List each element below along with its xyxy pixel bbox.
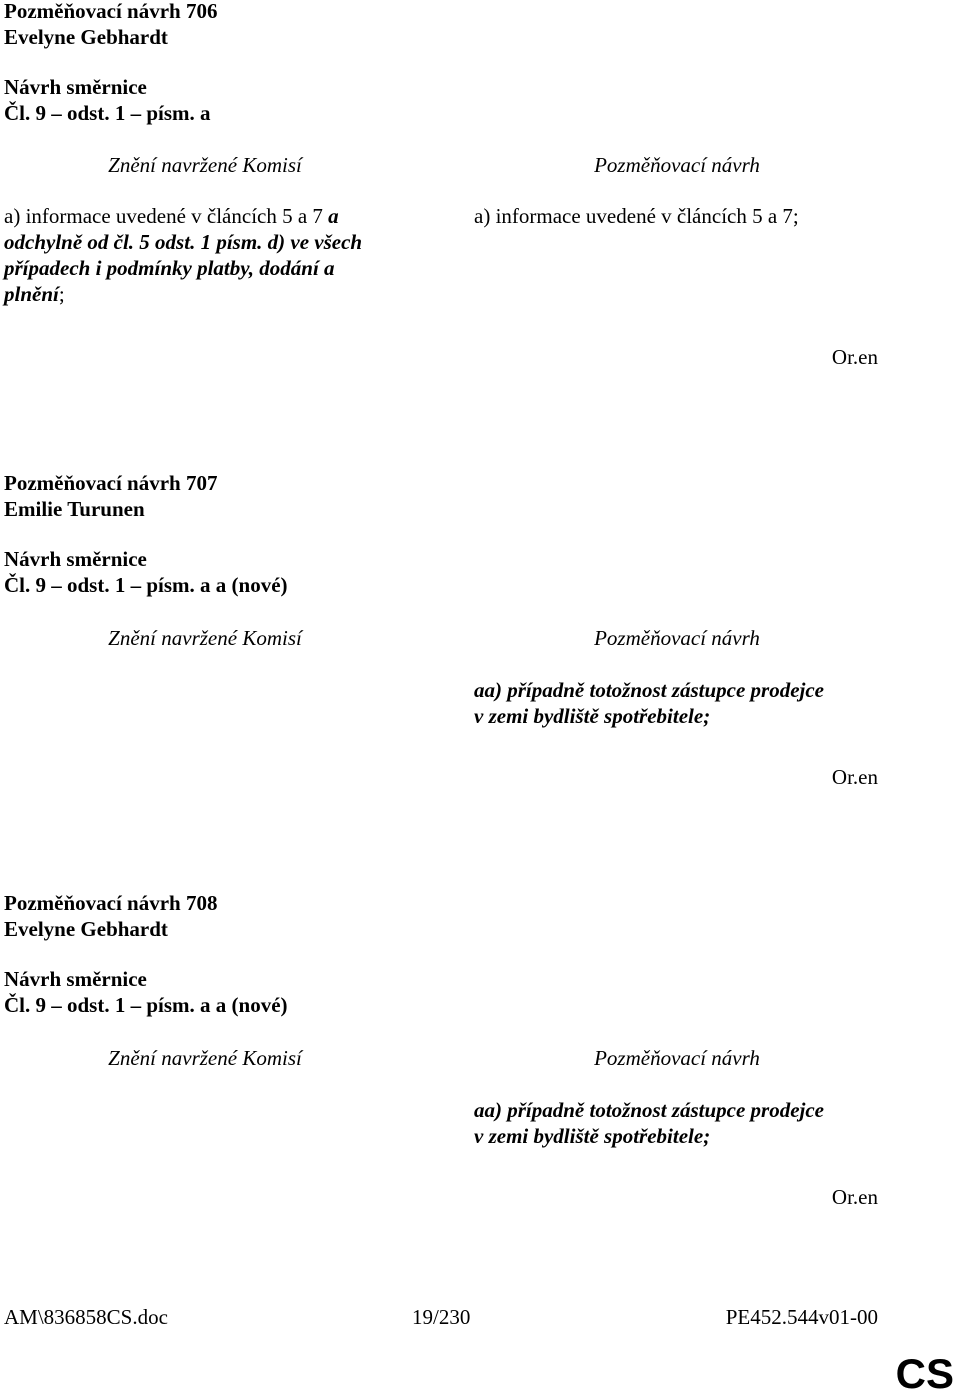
original-language: Or.en: [831, 345, 878, 369]
amendment-text-line: v zemi bydliště spotřebitele;: [474, 704, 711, 728]
right-column-header: Pozměňovací návrh: [594, 626, 760, 650]
right-column-header: Pozměňovací návrh: [594, 1046, 760, 1070]
amendment-title: Pozměňovací návrh 708: [4, 891, 218, 915]
commission-text-plain: a) informace uvedené v článcích 5 a 7: [4, 204, 329, 228]
commission-text: [4, 203, 404, 307]
original-language: Or.en: [831, 1185, 878, 1209]
proposal-label: Návrh směrnice: [4, 967, 147, 991]
left-column-header: Znění navržené Komisí: [108, 153, 302, 177]
language-code: CS: [895, 1350, 954, 1397]
amendment-text-line: aa) případně totožnost zástupce prodejce: [474, 678, 824, 702]
amendment-706-reference: [4, 74, 211, 126]
footer-doc-reference: AM\836858CS.doc: [4, 1305, 168, 1329]
amendment-707-header: [4, 470, 217, 522]
amendment-708-reference: [4, 966, 288, 1018]
amendment-title: Pozměňovací návrh 706: [4, 0, 218, 23]
amendment-author: Evelyne Gebhardt: [4, 917, 168, 941]
amendment-707-reference: [4, 546, 288, 598]
commission-text-deleted: případech i podmínky platby, dodání a: [4, 256, 335, 280]
amendment-text-line: v zemi bydliště spotřebitele;: [474, 1124, 711, 1148]
commission-text-plain: ;: [58, 282, 65, 306]
amendment-708-header: [4, 890, 217, 942]
amendment-title: Pozměňovací návrh 707: [4, 471, 218, 495]
proposal-label: Návrh směrnice: [4, 75, 147, 99]
left-column-header: Znění navržené Komisí: [108, 1046, 302, 1070]
article-reference: Čl. 9 – odst. 1 – písm. a: [4, 101, 211, 125]
proposal-label: Návrh směrnice: [4, 547, 147, 571]
commission-text-deleted: odchylně od čl. 5 odst. 1 písm. d) ve všech: [4, 230, 363, 254]
amendment-author: Evelyne Gebhardt: [4, 25, 168, 49]
right-column-header: Pozměňovací návrh: [594, 153, 760, 177]
article-reference: Čl. 9 – odst. 1 – písm. a a (nové): [4, 573, 288, 597]
footer-page-number: 19/230: [412, 1305, 471, 1329]
article-reference: Čl. 9 – odst. 1 – písm. a a (nové): [4, 993, 288, 1017]
amendment-706-header: [4, 0, 217, 50]
amendment-author: Emilie Turunen: [4, 497, 145, 521]
amendment-text: [474, 203, 874, 229]
amendment-text: [474, 1097, 934, 1149]
amendment-text-line: a) informace uvedené v článcích 5 a 7;: [474, 204, 799, 228]
amendment-text-line: aa) případně totožnost zástupce prodejce: [474, 1098, 824, 1122]
footer-pe-reference: PE452.544v01-00: [725, 1305, 878, 1329]
commission-text-deleted: a: [328, 204, 339, 228]
commission-text-deleted: plnění: [4, 282, 59, 306]
amendment-text: [474, 677, 934, 729]
original-language: Or.en: [831, 765, 878, 789]
left-column-header: Znění navržené Komisí: [108, 626, 302, 650]
